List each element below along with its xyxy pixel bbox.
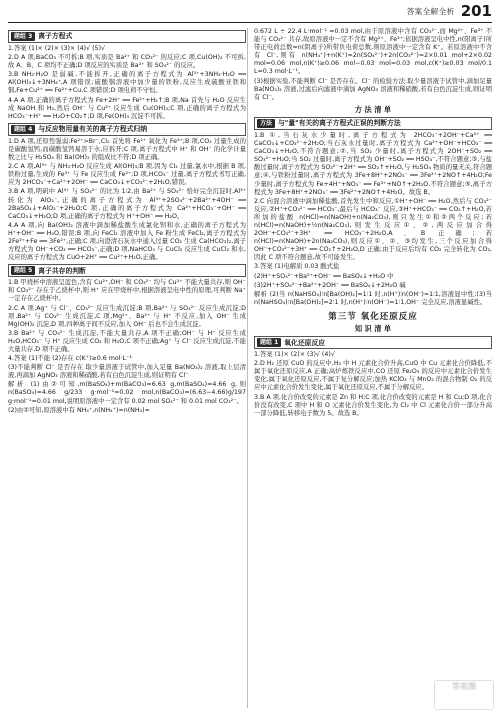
section-heading-box bbox=[254, 117, 492, 130]
answer-paragraph: (2)由②可知,原溶液中有 NH₄⁺,n(NH₄⁺)=n(NH₃)= bbox=[8, 406, 150, 414]
answer-paragraph: 3.答案 (1)电解质 0.03 酸式盐 bbox=[254, 263, 340, 271]
section-heading bbox=[11, 266, 243, 275]
header-rule bbox=[8, 22, 492, 23]
answer-paragraph: 4.A A 项,正确的离子方程式为 Fe+2H⁺ ══ Fe²⁺+H₂↑;B 项,Na 首先与 H₂O 反应生成 NaOH 和 H₂,然后 OH⁻ 与 Cu²⁺ 反应生成 Cu(OH)₂;C 项,正确的离子方程式为 HCO₃⁻+H⁺ ══ H₂O+CO₂↑;D 项,Fe(OH)₃ 沉淀不可拆。 bbox=[8, 96, 246, 120]
section-heading-text: 离子方程式 bbox=[38, 32, 73, 41]
subsection-title: 知 识 清 单 bbox=[354, 324, 392, 333]
section-heading-box bbox=[8, 30, 246, 43]
answer-paragraph: 1.B ①,当石灰水少量时,离子方程式为 2HCO₃⁻+2OH⁻+Ca²⁺ ══ CaCO₃↓+CO₃²⁻+2H₂O;当石灰水过量时,离子方程式为 Ca²⁺+OH⁻+HCO₃⁻ ══ CaCO₃↓+H₂O,不符合题意;②,当 SO₂ 少量时,离子方程式为 2OH⁻+SO₂ ══ SO₃²⁻+H₂O;当 SO₂ 过量时,离子方程式为 OH⁻+SO₂ ══ HSO₃⁻,不符合题意;③,与盐酸过量时,离子方程式为 SO₃²⁻+2H⁺ ══ SO₂↑+H₂O,与 H₂SO₄ 物质的量无关,符合题意;④,与铁粉过量时,离子方程式为 3Fe+8H⁺+2NO₃⁻ ══ 3Fe²⁺+2NO↑+4H₂O;Fe 少量时,离子方程式为 Fe+4H⁺+NO₃⁻ ══ Fe³⁺+NO↑+2H₂O,不符合题意;⑤,离子方程式为 3Fe+8H⁺+2NO₃⁻ ══ 3Fe²⁺+2NO↑+4H₂O。故选 B。 bbox=[254, 131, 492, 196]
right-column bbox=[254, 28, 492, 419]
answer-paragraph: (2)H⁺+SO₄²⁻+Ba²⁺+OH⁻ ══ BaSO₄↓+H₂O 中 bbox=[254, 272, 394, 280]
section-heading bbox=[257, 338, 489, 347]
answer-paragraph: 2.C A 项,Al³⁺ 与 NH₃·H₂O 反应生成 Al(OH)₃;B 项,因为 Cl₂ 过量,氯水中,根据 B 项,铁粉过量,生成的 Fe³⁺ 与 Fe 反应生成 Fe²⁺;D 项,HCO₃⁻ 过量,离子方程式书写正确,应为 2HCO₃⁻+Ca²⁺+2OH⁻ ══ CaCO₃↓+CO₃²⁻+2H₂O,错误。 bbox=[8, 163, 246, 187]
section-heading-box bbox=[8, 264, 246, 277]
answer-paragraph: 2.C 向混合溶液中滴加稀盐酸,首先发生中和反应,①H⁺+OH⁻ ══ H₂O,然后与 CO₃²⁻ 反应,②H⁺+CO₃²⁻ ══ HCO₃⁻,最后与 HCO₃⁻ 反应,③H⁺+HCO₃⁻ ══ CO₂↑+H₂O,若所加的盐酸 n(HCl)=n(NaOH)+n(Na₂CO₃),则只发生①和②两个反应;若 n(HCl)=n(NaOH)+½n(Na₂CO₃),则发生反应①、②,两反应加合得 2OH⁻+CO₃²⁻+3H⁺ ══ HCO₃⁻+2H₂O,A、B 正确;若 n(HCl)=n(NaOH)+2n(Na₂CO₃),则反应①、②、③均发生,三个反应加合得 OH⁻+CO₃²⁻+3H⁺ ══ CO₂↑+2H₂O,D 正确;由于反应后均有 CO₂ 完全转化为 CO₂,因此 C 项不符合题意,故不可能发生。 bbox=[254, 197, 492, 262]
section-heading-box bbox=[254, 336, 492, 349]
answer-paragraph: 1.B 甲烧杯中溶液呈蓝色,含有 Cu²⁺,OH⁻ 和 CO₃²⁻ 均与 Cu²⁺ 不能大量共存,则 OH⁻ 和 CO₃²⁻ 存在于乙烧杯中,则 H⁺ 应在甲烧杯中,根据溶液呈电中性的原理,可判断 Na⁺ 一定存在乙烧杯中。 bbox=[8, 279, 246, 303]
page-header bbox=[0, 0, 500, 26]
header-label: 答案全解全析 bbox=[406, 6, 455, 16]
section-tag: 题组 5 bbox=[11, 266, 35, 275]
answer-paragraph: 解析 (1)由②可知,m(BaSO₄)+m(BaCO₃)=6.63 g,m(BaSO₄)=4.66 g,则 n(BaSO₄)=4.66 g/233 g·mol⁻¹=0.02 mol,n(BaCO₃)=(6.63−4.66)g/197 g·mol⁻¹=0.01 mol,说明原溶液中一定含有 0.02 mol SO₄²⁻ 和 0.01 mol CO₃²⁻。 bbox=[8, 381, 246, 405]
answer-paragraph: 0.672 L ÷ 22.4 L·mol⁻¹ =0.03 mol,由于原溶液中含有 CO₃²⁻,而 Mg²⁺、Fe³⁺ 不能与 CO₃²⁻ 共存,故原溶液中一定不含有 Mg²⁺、Fe³⁺;依据溶液呈电中性,n(阳离子)所带正电荷总数=n(阴离子)所带负电荷总数,则原溶液中一定含有 K⁺。若原溶液中不含有 Cl⁻,则有 n(NH₄⁺)+n(K⁺)=2n(SO₄²⁻)+2n(CO₃²⁻)=2×0.01 mol+2×0.02 mol=0.06 mol,n(K⁺)≥0.06 mol−0.03 mol=0.03 mol,c(K⁺)≥0.03 mol/0.1 L=0.3 mol·L⁻¹。 bbox=[254, 28, 492, 76]
section-heading-text: 与"量"有关的离子方程式正误的判断方法 bbox=[278, 119, 401, 128]
section-tag: 题组 4 bbox=[11, 125, 35, 134]
answer-paragraph: 3.B A 项,化合价改变的元素是 Zn 和 H;C 项,化合价改变的元素是 H 和 Cu;D 项,化合价没有改变,C 项中 H 和 O 元素化合价发生变化,为 Cl₂ 中 Cl 元素化合价一部分升高一部分降低,转移电子数为 5。故选 B。 bbox=[254, 393, 492, 417]
section-heading bbox=[11, 125, 243, 134]
section-heading-text: 与反应物用量有关的离子方程式归纳 bbox=[38, 125, 148, 134]
answer-paragraph: 2.C A 项,Ag⁺ 与 Cl⁻、CO₃²⁻ 反应生成沉淀;B 项,Ba²⁺ 与 SO₄²⁻ 反应生成沉淀;D 项,Ba²⁺ 与 CO₃²⁻ 生成沉淀,C 项,Mg²⁺、Ba²⁺ 与 H⁺ 不反应,加入 OH⁻ 生成 Mg(OH)₂ 沉淀,D 项,四种离子间不反应,加入 OH⁻ 后也不会生成沉淀。 bbox=[8, 304, 246, 328]
answer-paragraph: (3)根据实验,不能判断 Cl⁻ 是否存在。Cl⁻ 的检验方法:取少量溶液于试管中,滴加足量 Ba(NO₃)₂ 溶液,过滤后向滤液中滴加 AgNO₃ 溶液和稀硝酸,若有白色沉淀生成,则证明有 Cl⁻。 bbox=[254, 77, 492, 101]
answer-paragraph: (3)不能判断 Cl⁻ 是否存在 取少量溶液于试管中,加入足量 Ba(NO₃)₂ 溶液,取上层清液,再滴加 AgNO₃ 溶液和稀硝酸,若有白色沉淀生成,则证明有 Cl⁻ bbox=[8, 364, 246, 380]
column-divider bbox=[247, 28, 248, 708]
section-tag: 题组 3 bbox=[11, 32, 35, 41]
answer-paragraph: 3.B NH₃·H₂O 是弱碱,不能拆开,正确的离子方程式为 Al³⁺+3NH₃·H₂O ══ Al(OH)₃↓+3NH₄⁺,A 项错误;硫酸铜溶液中加少量的铁粉,反应生成硫酸亚铁和铜,Fe+Cu²⁺ ══ Fe²⁺+Cu,C 项错误;D 项电荷不守恒。 bbox=[8, 71, 246, 95]
answer-paragraph: 1.D A 项,还原性强弱:Fe²⁺>Br⁻,Cl₂ 首先将 Fe²⁺ 氧化为 Fe³⁺;B 项,CO₂ 过量生成的是碳酸氢钙,而碳酸氢钙易溶于水,应拆开;C 项,离子方程式中 H⁺ 和 OH⁻ 的化学计量数之比与 H₂SO₄ 和 Ba(OH)₂ 的组成比不符;D 项正确。 bbox=[8, 137, 246, 162]
watermark-logo: 答案圈 bbox=[434, 680, 494, 710]
subsection-title: 方 法 清 单 bbox=[354, 104, 392, 114]
answer-paragraph: 解析 (2)当 n(NaHSO₄)∶n[Ba(OH)₂]=1∶1 时,n(H⁺)∶n(OH⁻)=1∶1,溶液显中性;(3)当 n(NaHSO₄)∶n[Ba(OH)₂]=2∶1 时,n(H⁺)∶n(OH⁻)=1∶1,OH⁻ 完全反应,溶液显碱性。 bbox=[254, 290, 492, 306]
answer-paragraph: 3.B Ba²⁺ 与 CO₃²⁻ 生成沉淀,不能大量共存,A 项不正确;OH⁻ 与 H⁺ 反应生成 H₂O,HCO₃⁻ 与 H⁺ 反应生成 CO₂ 和 H₂O,C 项不正确;Ag⁺ 与 Cl⁻ 反应生成沉淀,不能大量共存,D 项不正确。 bbox=[8, 329, 246, 353]
answer-paragraph: 2.D A 项,BaCO₃ 不可拆;B 项,实质是 Ba²⁺ 和 CO₃²⁻ 的反应;C 项,Cu(OH)₂ 不可拆,故 A、B、C 项均不正确;D 项反应的实质是 Ba²⁺ 和 SO₄²⁻ 的反应。 bbox=[8, 54, 246, 70]
section-heading bbox=[11, 32, 243, 41]
section-heading bbox=[257, 119, 489, 128]
answer-paragraph: 1.答案 (1)× (2)× (3)× (4)√ (5)√ bbox=[8, 45, 106, 52]
chapter-section-title: 第三节 氧化还原反应 bbox=[328, 311, 418, 322]
section-heading-box bbox=[8, 123, 246, 136]
answer-paragraph: 3.B A 项,明矾中 Al³⁺ 与 SO₄²⁻ 的比为 1∶2,由 Ba²⁺ 与 SO₄²⁻ 恰好完全沉淀时,Al³⁺ 转化为 AlO₂⁻,正确的离子方程式为 Al³⁺+2SO₄²⁻+2Ba²⁺+4OH⁻ ══ 2BaSO₄↓+AlO₂⁻+2H₂O;C 项,正确的离子方程式为 Ca²⁺+HCO₃⁻+OH⁻ ══ CaCO₃↓+H₂O;D 项,正确的离子方程式为 H⁺+OH⁻ ══ H₂O。 bbox=[8, 188, 246, 220]
left-column bbox=[8, 28, 246, 416]
answer-paragraph: 1.答案 (1)× (2)× (3)√ (4)√ bbox=[254, 351, 335, 359]
section-heading-text: 离子共存的判断 bbox=[38, 266, 86, 275]
page-tab bbox=[407, 2, 492, 20]
section-tag: 题组 1 bbox=[257, 338, 281, 347]
answer-paragraph: 4.答案 (1)不能 (2)存在 c(K⁺)≥0.6 mol·L⁻¹ bbox=[8, 355, 132, 363]
section-heading-text: 氧化还原反应 bbox=[284, 338, 326, 347]
answer-paragraph: (3)2H⁺+SO₄²⁻+Ba²⁺+2OH⁻ ══ BaSO₄↓+2H₂O 碱 bbox=[254, 281, 406, 289]
answer-paragraph: 2.D H₂ 还原 CuO 的反应中,H₂ 中 H 元素化合价升高,CuO 中 Cu 元素化合价降低,不属于氧化还原反应,A 正确;高炉炼铁反应中,CO 还原 Fe₂O₃ 的反应中元素化合价发生变化,属于氧化还原反应,不属于复分解反应;加热 KClO₃ 与 MnO₂ 的混合物制 O₂ 的反应中元素化合价发生变化,属于氧化还原反应,不属于分解反应。 bbox=[254, 360, 492, 392]
page-number: 201 bbox=[460, 2, 492, 20]
answer-paragraph: 4.A A 项,向 Ba(OH)₂ 溶液中滴加稀盐酸生成氯化钡和水,正确的离子方程式为 H⁺+OH⁻ ══ H₂O,错误;B 项,向 FeCl₂ 溶液中加入 Fe 粉生成 FeCl₂,离子方程式为 2Fe³⁺+Fe ══ 3Fe²⁺,正确;C 项,向澄清石灰水中通入过量 CO₂ 生成 Ca(HCO₃)₂,离子方程式为 OH⁻+CO₂ ══ HCO₃⁻,正确;D 项,NaHCO₃ 与 CuCl₂ 反应生成 CuCl₂ 和水,反应的离子方程式为 CuO+2H⁺ ══ Cu²⁺+H₂O,正确。 bbox=[8, 221, 246, 262]
section-tag: 方法 bbox=[257, 119, 275, 128]
